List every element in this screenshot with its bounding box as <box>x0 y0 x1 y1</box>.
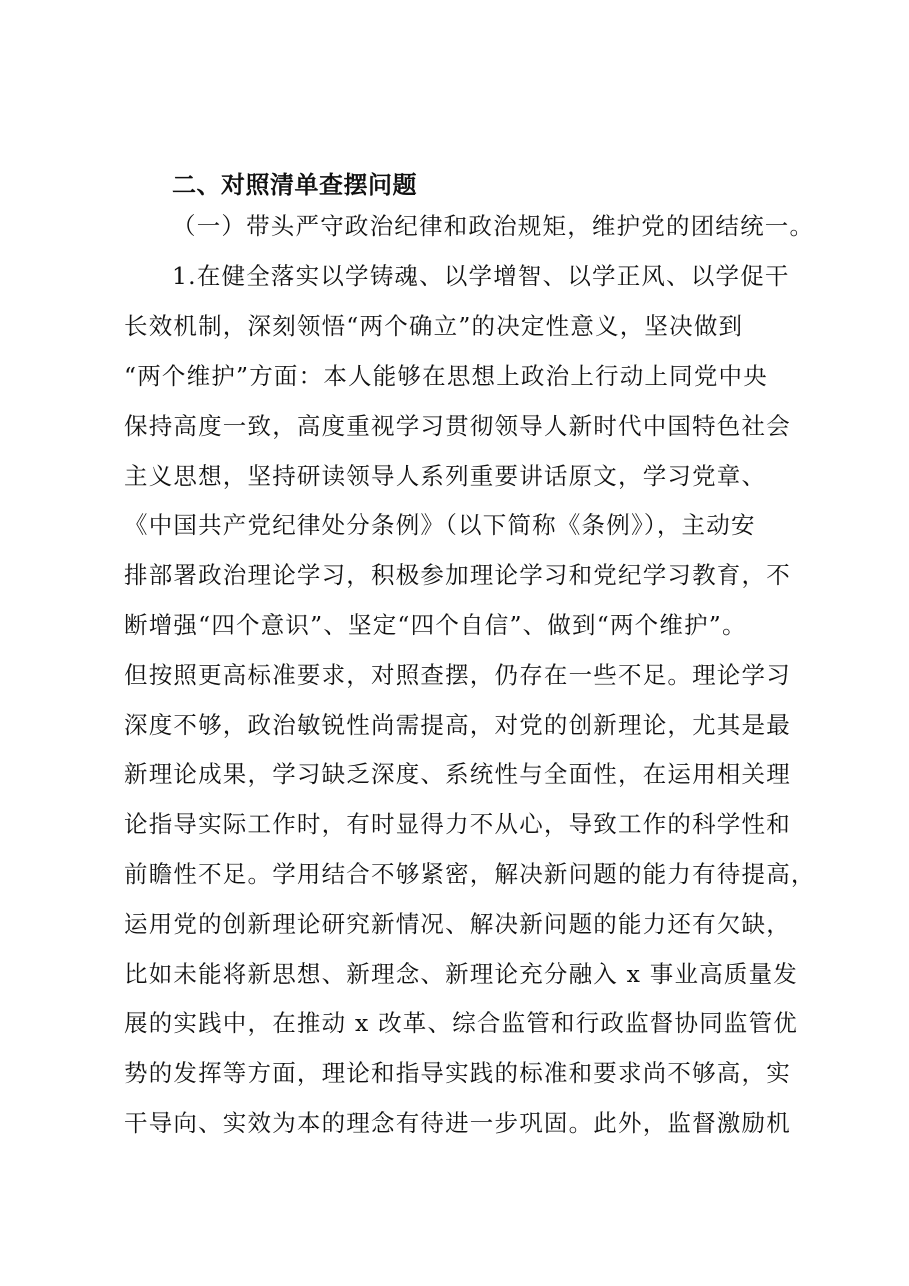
paragraph-line: 展的实践中，在推动 x 改革、综合监管和行政监督协同监管优 <box>124 1009 798 1037</box>
section-heading: 二、对照清单查摆问题 <box>172 171 417 199</box>
paragraph-line: 保持高度一致，高度重视学习贯彻领导人新时代中国特色社会 <box>124 412 791 440</box>
paragraph-line: 势的发挥等方面，理论和指导实践的标准和要求尚不够高，实 <box>124 1059 791 1087</box>
paragraph-line: 新理论成果，学习缺乏深度、系统性与全面性，在运用相关理 <box>124 760 791 788</box>
paragraph-line: 1.在健全落实以学铸魂、以学增智、以学正风、以学促干 <box>172 262 790 290</box>
paragraph-line: 深度不够，政治敏锐性尚需提高，对党的创新理论，尤其是最 <box>124 711 791 739</box>
paragraph-line: 长效机制，深刻领悟“两个确立”的决定性意义，坚决做到 <box>124 312 744 340</box>
paragraph-line: 《中国共产党纪律处分条例》（以下简称《条例》），主动安 <box>124 511 756 539</box>
paragraph-line: 论指导实际工作时，有时显得力不从心，导致工作的科学性和 <box>124 810 791 838</box>
paragraph-line: 排部署政治理论学习，积极参加理论学习和党纪学习教育，不 <box>124 561 791 589</box>
paragraph-line: 主义思想，坚持研读领导人系列重要讲话原文，学习党章、 <box>124 462 767 490</box>
subsection-heading: （一）带头严守政治纪律和政治规矩，维护党的团结统一。 <box>172 212 815 240</box>
paragraph-line: 比如未能将新思想、新理念、新理论充分融入 x 事业高质量发 <box>124 960 798 988</box>
paragraph-line: 前瞻性不足。学用结合不够紧密，解决新问题的能力有待提高， <box>124 860 816 888</box>
paragraph-line: 干导向、实效为本的理念有待进一步巩固。此外，监督激励机 <box>124 1109 791 1137</box>
paragraph-line: 断增强“四个意识”、坚定“四个自信”、做到“两个维护”。 <box>124 611 747 639</box>
paragraph-line: “两个维护”方面：本人能够在思想上政治上行动上同党中央 <box>124 362 768 390</box>
paragraph-line: 运用党的创新理论研究新情况、解决新问题的能力还有欠缺， <box>124 910 791 938</box>
paragraph-line: 但按照更高标准要求，对照查摆，仍存在一些不足。理论学习 <box>124 661 791 689</box>
